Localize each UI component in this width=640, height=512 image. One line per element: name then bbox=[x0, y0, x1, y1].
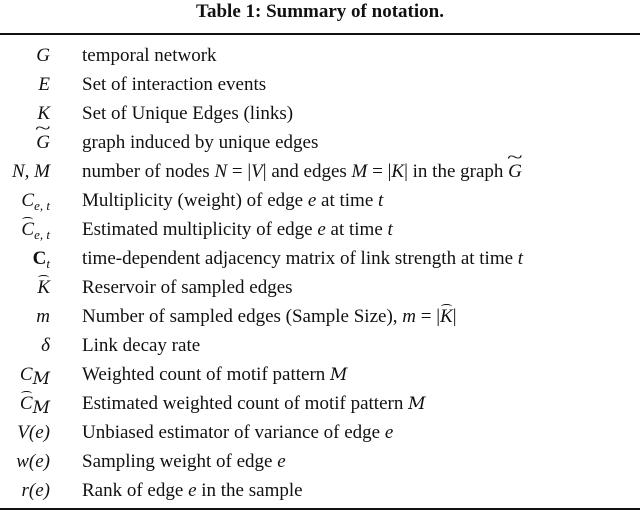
text-fragment: Unbiased estimator of variance of edge bbox=[82, 422, 385, 443]
description-cell bbox=[82, 447, 286, 476]
text-fragment: = | bbox=[367, 161, 392, 182]
table-row bbox=[0, 244, 640, 273]
symbol-cell: N, M bbox=[12, 161, 50, 182]
text-fragment: Sampling weight of edge bbox=[82, 451, 278, 472]
math-var: ~ G bbox=[508, 157, 522, 186]
subscript: M bbox=[32, 398, 50, 418]
description-cell: graph induced by unique edges bbox=[82, 132, 319, 153]
table-row bbox=[0, 157, 640, 186]
table-top-rule bbox=[0, 33, 640, 35]
table-row bbox=[0, 476, 640, 505]
math-var: C bbox=[32, 248, 47, 269]
text-fragment: Weighted count of motif pattern bbox=[82, 364, 331, 385]
hat-accent: C bbox=[21, 215, 34, 244]
math-var: V bbox=[251, 161, 263, 182]
description-cell bbox=[82, 476, 303, 505]
math-var: t bbox=[387, 219, 393, 240]
table-row bbox=[0, 128, 640, 157]
hat-accent: C bbox=[20, 389, 33, 418]
math-var: e bbox=[317, 219, 326, 240]
table-row bbox=[0, 41, 640, 70]
math-var: t bbox=[517, 248, 524, 269]
text-fragment: in the sample bbox=[196, 480, 303, 501]
math-var: M bbox=[330, 365, 348, 385]
symbol-cell bbox=[36, 128, 50, 157]
table-row bbox=[0, 99, 640, 128]
math-var: t bbox=[378, 190, 384, 211]
symbol-cell: w(e) bbox=[16, 451, 50, 472]
description-cell: temporal network bbox=[82, 45, 217, 66]
description-cell: Link decay rate bbox=[82, 335, 201, 356]
text-fragment: = | bbox=[227, 161, 252, 182]
math-var: e bbox=[277, 451, 286, 472]
symbol-cell bbox=[37, 273, 50, 302]
subscript: M bbox=[32, 369, 50, 389]
subscript: e, t bbox=[34, 198, 50, 213]
description-cell: Reservoir of sampled edges bbox=[82, 277, 293, 298]
text-fragment: Estimated multiplicity of edge bbox=[82, 219, 318, 240]
text-fragment: Estimated weighted count of motif pattern bbox=[82, 393, 409, 414]
text-fragment: time-dependent adjacency matrix of link strength at time bbox=[82, 248, 518, 269]
description-cell bbox=[82, 186, 383, 215]
table-row bbox=[0, 418, 640, 447]
math-var: N bbox=[214, 161, 228, 182]
symbol-cell: E bbox=[38, 74, 50, 95]
math-var: e bbox=[188, 480, 197, 501]
description-cell bbox=[82, 389, 426, 419]
math-var: m bbox=[402, 306, 417, 327]
text-fragment: Multiplicity (weight) of edge bbox=[82, 190, 308, 211]
text-fragment: | bbox=[452, 306, 457, 327]
symbol-cell: δ bbox=[41, 335, 50, 356]
table-row bbox=[0, 186, 640, 215]
table-row bbox=[0, 273, 640, 302]
table-row bbox=[0, 302, 640, 331]
table-row bbox=[0, 447, 640, 476]
notation-table bbox=[0, 41, 640, 505]
table-caption: Table 1: Summary of notation. bbox=[196, 1, 444, 22]
description-cell bbox=[82, 244, 523, 273]
description-cell: Set of interaction events bbox=[82, 74, 267, 95]
table-row bbox=[0, 70, 640, 99]
symbol-cell: V(e) bbox=[17, 422, 50, 443]
math-var: M bbox=[351, 161, 368, 182]
math-var: e bbox=[307, 190, 317, 211]
table-row bbox=[0, 331, 640, 360]
table-row bbox=[0, 389, 640, 418]
math-var: K bbox=[440, 302, 453, 331]
description-cell bbox=[82, 215, 393, 244]
subscript: t bbox=[46, 256, 50, 271]
subscript: e, t bbox=[34, 227, 50, 242]
math-var: C bbox=[21, 190, 35, 211]
symbol-cell: m bbox=[36, 306, 50, 327]
math-var: M bbox=[408, 394, 426, 414]
description-cell bbox=[82, 360, 347, 390]
description-cell bbox=[82, 418, 393, 447]
table-row bbox=[0, 360, 640, 389]
hat-accent: K bbox=[37, 273, 50, 302]
math-var: e bbox=[384, 422, 394, 443]
symbol-cell: K bbox=[37, 103, 50, 124]
tilde-accent: ~ G bbox=[36, 128, 50, 157]
text-fragment: Number of sampled edges (Sample Size), bbox=[82, 306, 403, 327]
math-var: K bbox=[391, 161, 405, 182]
text-fragment: at time bbox=[316, 190, 379, 211]
text-fragment: number of nodes bbox=[82, 161, 215, 182]
text-fragment: Rank of edge bbox=[82, 480, 189, 501]
description-cell bbox=[82, 302, 457, 331]
symbol-cell: r(e) bbox=[21, 480, 50, 501]
text-fragment: at time bbox=[325, 219, 388, 240]
text-fragment: = | bbox=[416, 306, 441, 327]
text-fragment: | and edges bbox=[262, 161, 352, 182]
table-bottom-rule bbox=[0, 508, 640, 510]
math-var: C bbox=[19, 364, 33, 385]
text-fragment: | in the graph bbox=[404, 161, 509, 182]
symbol-cell: G bbox=[36, 45, 50, 66]
description-cell: Set of Unique Edges (links) bbox=[82, 103, 294, 124]
table-row bbox=[0, 215, 640, 244]
description-cell bbox=[82, 157, 522, 186]
